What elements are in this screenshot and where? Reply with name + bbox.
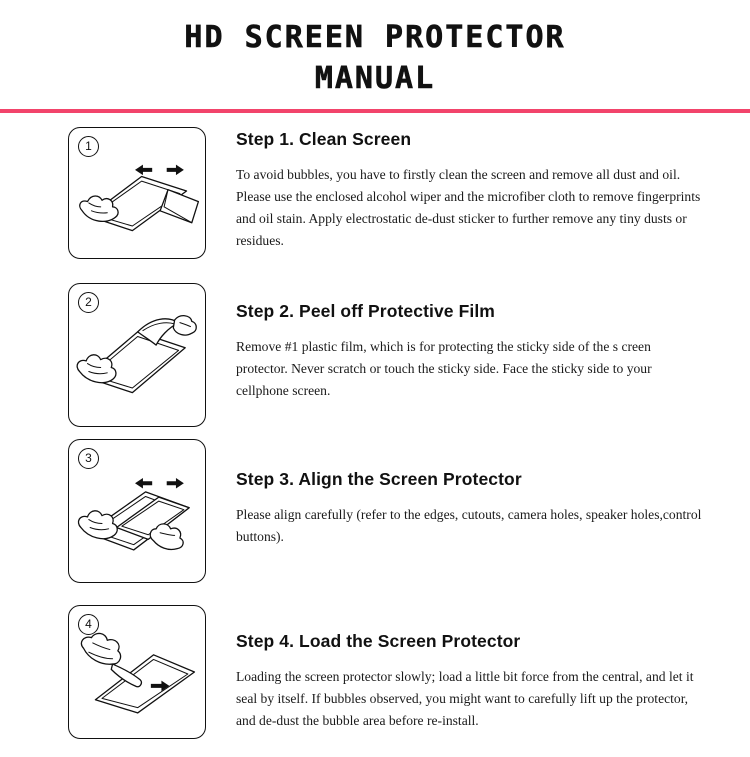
- step-number-badge: 1: [78, 136, 99, 157]
- title-block: [0, 0, 750, 113]
- step-number-badge: 2: [78, 292, 99, 313]
- step-body: Remove #1 plastic film, which is for protecting the sticky side of the s creen protector. Never scratch or touch the sticky side. Face the sticky side to your cellphone screen.: [236, 339, 652, 399]
- step-1-figure: [0, 127, 206, 259]
- figure-frame: [68, 605, 206, 739]
- step-row: [0, 597, 750, 757]
- step-row: [0, 113, 750, 277]
- figure-frame: [68, 439, 206, 583]
- step-body: Loading the screen protector slowly; load a little bit force from the central, and let it seal by itself. If bubbles observed, you might want to carefully lift up the protector, and de-dust the bubble area before re-install.: [236, 669, 694, 729]
- step-3-figure: [0, 437, 206, 583]
- step-4-figure: [0, 597, 206, 739]
- page-title-line-2: MANUAL: [314, 60, 436, 96]
- figure-frame: [68, 283, 206, 427]
- step-row: [0, 437, 750, 597]
- steps-list: [0, 113, 750, 757]
- step-3-text: [206, 437, 750, 548]
- step-heading: Step 4. Load the Screen Protector: [236, 631, 521, 651]
- step-heading: Step 1. Clean Screen: [236, 129, 412, 149]
- step-2-figure: [0, 277, 206, 427]
- step-body: To avoid bubbles, you have to firstly clean the screen and remove all dust and oil. Please use the enclosed alcohol wiper and the microfiber cloth to remove fingerprints and oil stain. Apply electrostatic de-dust sticker to further remove any tiny dusts or residues.: [236, 167, 701, 249]
- step-number-badge: 3: [78, 448, 99, 469]
- figure-frame: [68, 127, 206, 259]
- page-title-line-1: HD SCREEN PROTECTOR: [184, 20, 566, 55]
- step-number-badge: 4: [78, 614, 99, 635]
- step-1-text: [206, 127, 750, 252]
- step-body: Please align carefully (refer to the edges, cutouts, camera holes, speaker holes,control buttons).: [236, 507, 702, 545]
- step-2-text: [206, 277, 750, 402]
- step-heading: Step 2. Peel off Protective Film: [236, 301, 495, 321]
- step-row: [0, 277, 750, 437]
- step-4-text: [206, 597, 750, 732]
- step-heading: Step 3. Align the Screen Protector: [236, 469, 522, 489]
